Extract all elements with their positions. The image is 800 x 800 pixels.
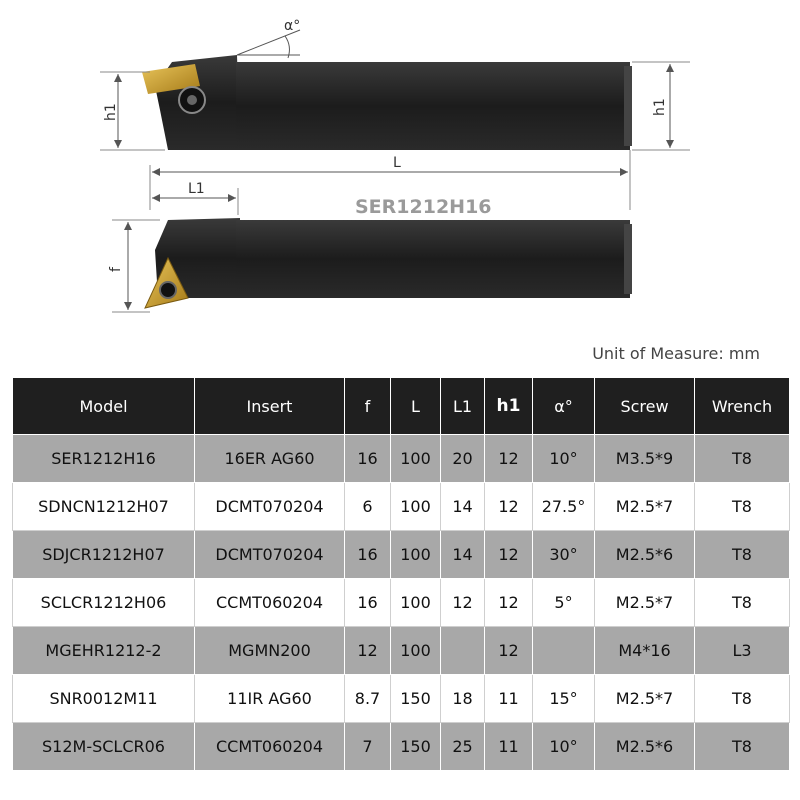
cell-screw: M2.5*7: [595, 675, 695, 723]
cell-L: 100: [391, 531, 441, 579]
cell-L1-empty: [441, 627, 485, 675]
cell-alpha: 30°: [533, 531, 595, 579]
cell-wrench: T8: [695, 531, 790, 579]
cell-screw: M2.5*7: [595, 483, 695, 531]
cell-f: 16: [345, 531, 391, 579]
cell-h1: 12: [485, 531, 533, 579]
side-view-shank: [236, 220, 630, 298]
cell-screw: M3.5*9: [595, 435, 695, 483]
cell-alpha-empty: [533, 627, 595, 675]
header-wrench: Wrench: [695, 378, 790, 435]
table-row: [13, 579, 790, 627]
side-view: [108, 218, 632, 312]
h1-left-label: h1: [103, 103, 119, 121]
cell-L1: 14: [441, 531, 485, 579]
cell-alpha: 10°: [533, 435, 595, 483]
cell-L1: 14: [441, 483, 485, 531]
cell-L: 100: [391, 435, 441, 483]
top-view-shank: [236, 62, 630, 150]
alpha-label: α°: [284, 18, 301, 34]
side-screw-icon: [160, 282, 176, 298]
cell-h1: 11: [485, 723, 533, 771]
table-row: [13, 483, 790, 531]
cell-L: 150: [391, 675, 441, 723]
cell-model: S12M-SCLCR06: [13, 723, 195, 771]
cell-screw: M4*16: [595, 627, 695, 675]
cell-screw: M2.5*6: [595, 723, 695, 771]
table-row: [13, 723, 790, 771]
header-alpha: α°: [533, 378, 595, 435]
header-L: L: [391, 378, 441, 435]
header-insert: Insert: [195, 378, 345, 435]
table-row: [13, 675, 790, 723]
cell-f: 12: [345, 627, 391, 675]
cell-f: 16: [345, 579, 391, 627]
cell-wrench: L3: [695, 627, 790, 675]
cell-L: 100: [391, 579, 441, 627]
spec-table: [12, 377, 790, 771]
h1-right-label: h1: [652, 98, 668, 116]
cell-h1: 12: [485, 435, 533, 483]
cell-L: 150: [391, 723, 441, 771]
cell-L1: 20: [441, 435, 485, 483]
cell-alpha: 5°: [533, 579, 595, 627]
cell-insert: MGMN200: [195, 627, 345, 675]
table-row: [13, 627, 790, 675]
cell-alpha: 27.5°: [533, 483, 595, 531]
cell-model: SDNCN1212H07: [13, 483, 195, 531]
cell-f: 8.7: [345, 675, 391, 723]
cell-L: 100: [391, 627, 441, 675]
cell-wrench: T8: [695, 723, 790, 771]
top-view: [100, 18, 690, 150]
cell-model: SCLCR1212H06: [13, 579, 195, 627]
header-f: f: [345, 378, 391, 435]
L1-label: L1: [188, 181, 205, 197]
cell-wrench: T8: [695, 435, 790, 483]
cell-f: 6: [345, 483, 391, 531]
cell-insert: 16ER AG60: [195, 435, 345, 483]
cell-insert: DCMT070204: [195, 531, 345, 579]
cell-insert: CCMT060204: [195, 579, 345, 627]
cell-L: 100: [391, 483, 441, 531]
cell-h1: 12: [485, 627, 533, 675]
cell-screw: M2.5*6: [595, 531, 695, 579]
cell-L1: 12: [441, 579, 485, 627]
cell-wrench: T8: [695, 483, 790, 531]
cell-h1: 11: [485, 675, 533, 723]
cell-f: 16: [345, 435, 391, 483]
cell-model: SER1212H16: [13, 435, 195, 483]
table-header-row: [13, 378, 790, 435]
cell-wrench: T8: [695, 675, 790, 723]
cell-alpha: 10°: [533, 723, 595, 771]
cell-L1: 25: [441, 723, 485, 771]
f-label: f: [108, 267, 124, 272]
cell-model: SNR0012M11: [13, 675, 195, 723]
header-L1: L1: [441, 378, 485, 435]
cell-model: SDJCR1212H07: [13, 531, 195, 579]
header-h1: h1: [485, 378, 533, 435]
cell-screw: M2.5*7: [595, 579, 695, 627]
cell-insert: CCMT060204: [195, 723, 345, 771]
unit-of-measure: Unit of Measure: mm: [592, 344, 760, 363]
cell-insert: 11IR AG60: [195, 675, 345, 723]
table-row: [13, 531, 790, 579]
cell-h1: 12: [485, 579, 533, 627]
cell-model: MGEHR1212-2: [13, 627, 195, 675]
table-row: [13, 435, 790, 483]
header-screw: Screw: [595, 378, 695, 435]
cell-h1: 12: [485, 483, 533, 531]
cell-L1: 18: [441, 675, 485, 723]
cell-insert: DCMT070204: [195, 483, 345, 531]
header-model: Model: [13, 378, 195, 435]
model-label: SER1212H16: [355, 196, 492, 218]
cell-f: 7: [345, 723, 391, 771]
cell-wrench: T8: [695, 579, 790, 627]
L-label: L: [393, 155, 401, 171]
tool-drawing: [0, 0, 800, 340]
cell-alpha: 15°: [533, 675, 595, 723]
